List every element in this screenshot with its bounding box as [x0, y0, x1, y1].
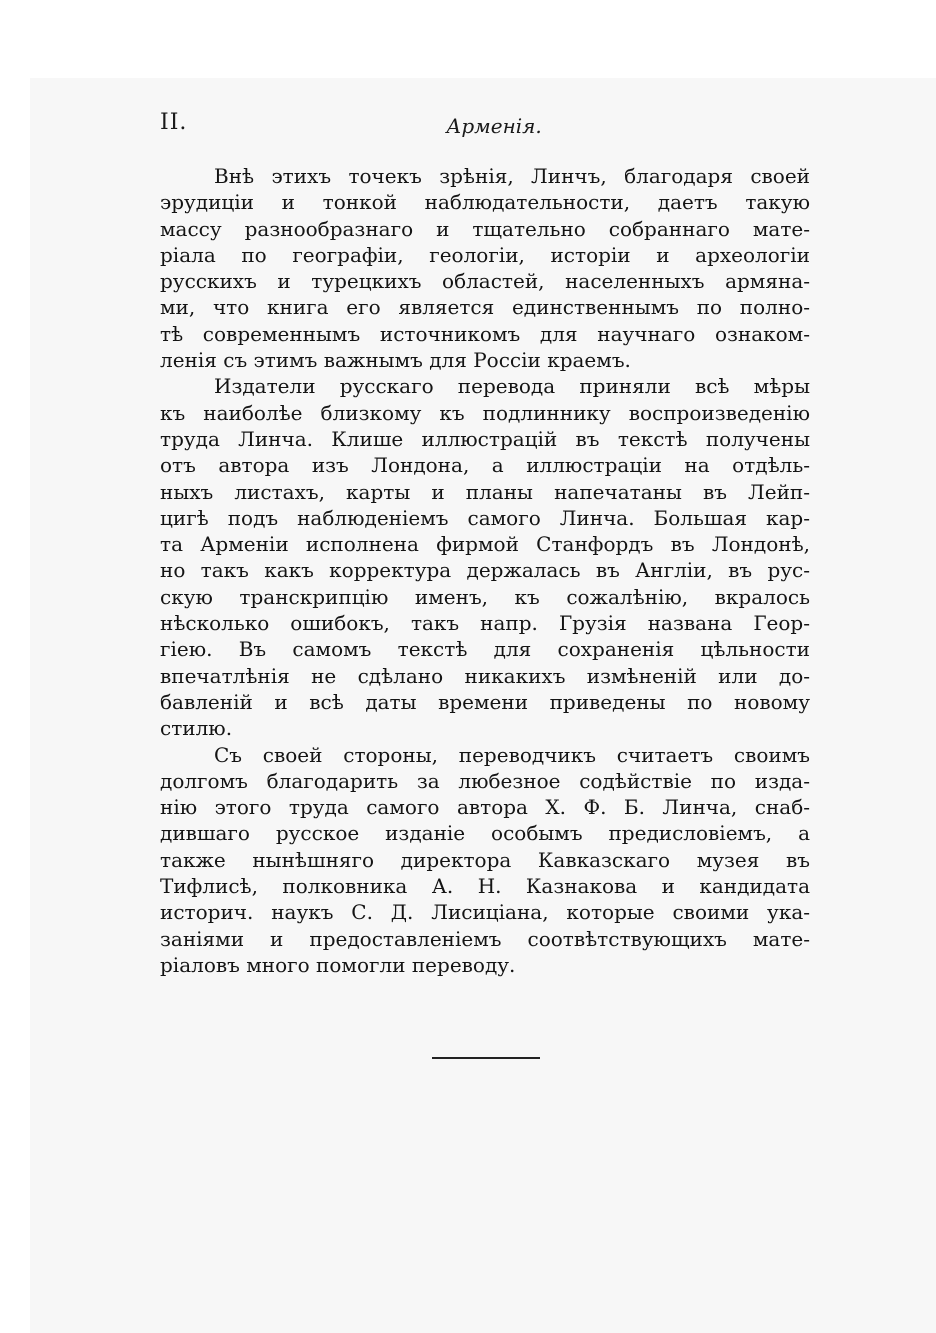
text-line: заніями и предоставленіемъ соотвѣтствующихъ мате- [160, 926, 810, 951]
text-line: историч. наукъ С. Д. Лисиціана, которые своими ука- [160, 900, 810, 925]
text-line: ріаловъ много помогли переводу. [160, 952, 516, 977]
text-line: ныхъ листахъ, карты и планы напечатаны въ Лейп- [160, 479, 810, 504]
text-line: нію этого труда самого автора Х. Ф. Б. Линча, снаб- [160, 795, 810, 820]
text-line: тѣ современнымъ источникомъ для научнаго ознаком- [160, 321, 810, 346]
body-text [160, 163, 810, 978]
paragraph-1 [160, 163, 810, 373]
text-line: нѣсколько ошибокъ, такъ напр. Грузія названа Геор- [160, 611, 810, 636]
text-line: эрудиціи и тонкой наблюдательности, даетъ такую [160, 190, 810, 215]
text-line: дившаго русское изданіе особымъ предисловіемъ, а [160, 821, 810, 846]
text-line: ленія съ этимъ важнымъ для Россіи краемъ. [160, 348, 631, 373]
paragraph-3 [160, 742, 810, 979]
text-line: бавленій и всѣ даты времени приведены по новому [160, 689, 810, 714]
text-line: впечатлѣнія не сдѣлано никакихъ измѣненій или до- [160, 663, 810, 688]
page-header [160, 110, 810, 144]
text-line: Внѣ этихъ точекъ зрѣнія, Линчъ, благодаря своей [214, 164, 810, 188]
text-line: Издатели русскаго перевода приняли всѣ мѣры [214, 374, 810, 399]
text-line: Тифлисѣ, полковника А. Н. Казнакова и кандидата [160, 874, 810, 899]
text-line: Съ своей стороны, переводчикъ считаетъ своимъ [214, 742, 810, 767]
text-line: массу разнообразнаго и тщательно собраннаго мате- [160, 216, 810, 241]
text-line: ми, что книга его является единственнымъ по полно- [160, 295, 810, 320]
text-line: также нынѣшняго директора Кавказскаго музея въ [160, 847, 810, 872]
paragraph-2 [160, 373, 810, 741]
closing-rule [432, 1057, 540, 1059]
text-line: къ наиболѣе близкому къ подлиннику воспроизведенію [160, 400, 810, 425]
text-line: скую транскрипцію именъ, къ сожалѣнію, вкралось [160, 584, 810, 609]
page-number: II. [160, 110, 188, 135]
text-line: русскихъ и турецкихъ областей, населенныхъ армяна- [160, 269, 810, 294]
text-line: отъ автора изъ Лондона, а иллюстраціи на отдѣль- [160, 453, 810, 478]
text-line: долгомъ благодарить за любезное содѣйствіе по изда- [160, 768, 810, 793]
text-line: цигѣ подъ наблюденіемъ самого Линча. Большая кар- [160, 505, 810, 530]
text-line: труда Линча. Клише иллюстрацій въ текстѣ получены [160, 426, 810, 451]
text-line: но такъ какъ корректура держалась въ Англіи, въ рус- [160, 558, 810, 583]
text-line: стилю. [160, 716, 233, 741]
running-title: Арменія. [446, 114, 542, 138]
text-line: гіею. Въ самомъ текстѣ для сохраненія цѣльности [160, 637, 810, 662]
text-line: та Арменіи исполнена фирмой Станфордъ въ Лондонѣ, [160, 532, 810, 557]
text-line: ріала по географіи, геологіи, исторіи и археологіи [160, 242, 810, 267]
